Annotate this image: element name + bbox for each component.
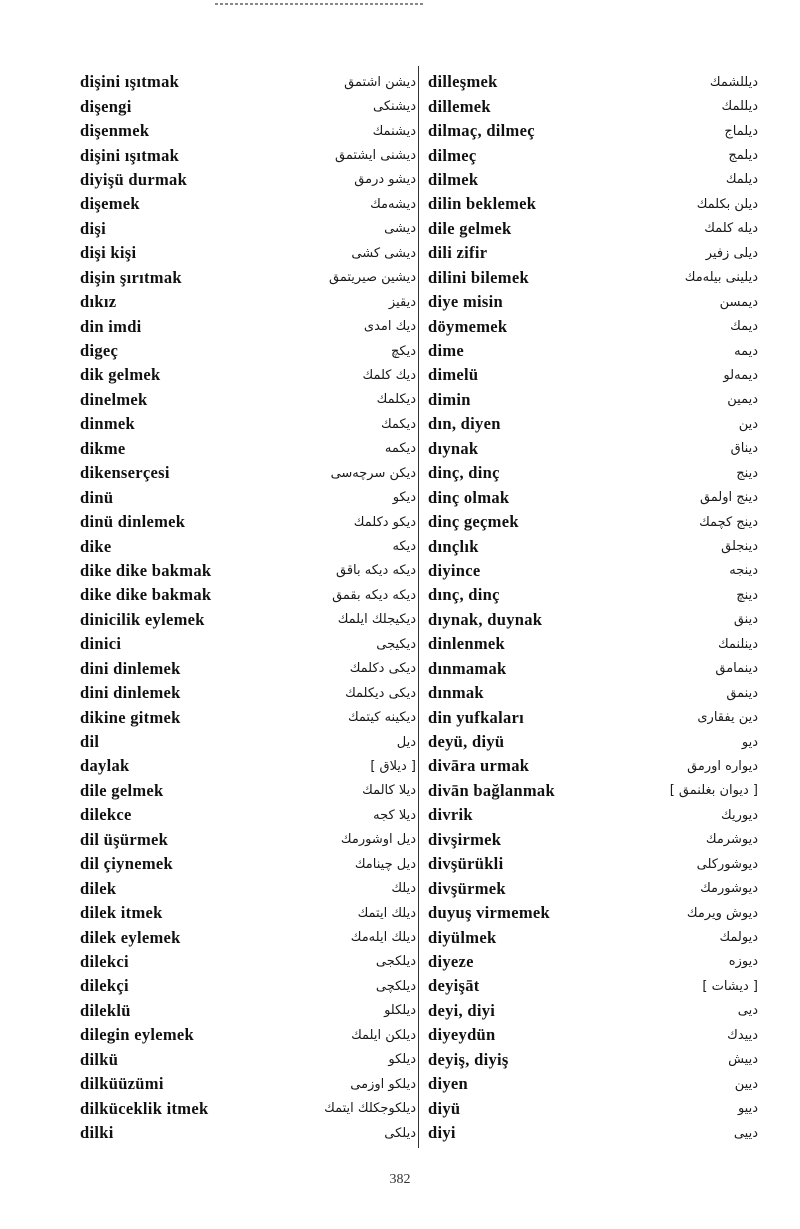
entry-latin: dilini bilemek <box>428 267 529 287</box>
entry-arabic: دیکی دیکلمك <box>345 685 416 701</box>
dictionary-entry <box>428 681 758 705</box>
dictionary-entry <box>428 363 758 387</box>
dictionary-entry <box>80 1023 420 1047</box>
dictionary-entry <box>428 94 758 118</box>
entry-arabic: دیلمج <box>728 148 758 164</box>
dictionary-entry <box>80 657 420 681</box>
entry-arabic: دیشنکی <box>373 99 416 115</box>
entry-arabic: دیکمك <box>380 416 416 432</box>
entry-latin: dilmeç <box>428 145 477 165</box>
entry-arabic: دینمامق <box>715 661 758 677</box>
dictionary-entry <box>80 339 420 363</box>
dictionary-entry <box>428 70 758 94</box>
dictionary-entry <box>428 412 758 436</box>
entry-latin: dikenserçesi <box>80 463 170 483</box>
entry-latin: diyülmek <box>428 927 497 947</box>
entry-arabic: دیقیز <box>388 294 416 310</box>
entry-latin: diyeydün <box>428 1025 496 1045</box>
dictionary-entry <box>80 485 420 509</box>
entry-latin: dın, diyen <box>428 414 501 434</box>
entry-latin: dilegin eylemek <box>80 1025 195 1045</box>
entry-arabic: دیشی کشی <box>351 245 416 261</box>
dictionary-entry <box>80 803 420 827</box>
entry-arabic: دین یفقاری <box>697 710 758 726</box>
entry-latin: dini dinlemek <box>80 658 181 678</box>
entry-latin: deyü, diyü <box>428 732 505 752</box>
dictionary-entry <box>428 1023 758 1047</box>
entry-latin: divān bağlanmak <box>428 780 555 800</box>
dictionary-entry <box>428 314 758 338</box>
entry-latin: dıynak <box>428 438 479 458</box>
dictionary-entry <box>80 143 420 167</box>
right-column <box>428 70 758 1145</box>
entry-arabic: دیلکن ایلمك <box>351 1027 416 1043</box>
entry-arabic: دیك امدی <box>363 319 416 335</box>
entry-arabic: دیللشمك <box>709 74 758 90</box>
entry-arabic: دیشنمك <box>372 123 416 139</box>
entry-arabic: دیکی دکلمك <box>349 661 416 677</box>
entry-latin: dıynak, duynak <box>428 609 543 629</box>
entry-arabic: دیلینی بیله‌مك <box>684 270 758 286</box>
entry-arabic: دییدك <box>727 1027 758 1043</box>
dictionary-entry <box>428 632 758 656</box>
entry-arabic: دیلا کجه <box>373 807 416 823</box>
entry-latin: dınmak <box>428 683 484 703</box>
entry-arabic: دینمق <box>726 685 758 701</box>
entry-arabic: دیله کلمك <box>704 221 758 237</box>
entry-latin: dilekce <box>80 805 132 825</box>
dictionary-entry <box>80 608 420 632</box>
entry-arabic: دیلا کالمك <box>362 783 416 799</box>
dictionary-entry <box>80 876 420 900</box>
entry-latin: diyişü durmak <box>80 169 188 189</box>
entry-arabic: دیلکلو <box>384 1003 416 1019</box>
entry-latin: dile gelmek <box>428 218 512 238</box>
entry-arabic: دیمه <box>734 343 758 359</box>
entry-latin: dişengi <box>80 96 132 116</box>
dictionary-entry <box>80 950 420 974</box>
entry-arabic: [ دیشات ] <box>702 978 758 994</box>
dictionary-entry <box>428 1048 758 1072</box>
entry-latin: dinici <box>80 634 122 654</box>
dictionary-entry <box>80 705 420 729</box>
dictionary-entry <box>80 217 420 241</box>
dictionary-entry <box>80 925 420 949</box>
entry-latin: dike dike bakmak <box>80 560 212 580</box>
entry-latin: digeç <box>80 341 119 361</box>
entry-latin: dilküüzümi <box>80 1074 164 1094</box>
dictionary-entry <box>80 559 420 583</box>
entry-arabic: دیشی <box>384 221 416 237</box>
left-column <box>80 70 420 1145</box>
dictionary-entry <box>80 119 420 143</box>
entry-latin: deyişāt <box>428 976 480 996</box>
entry-latin: dıkız <box>80 292 117 312</box>
entry-latin: dişenmek <box>80 121 150 141</box>
dictionary-entry <box>428 730 758 754</box>
entry-latin: dimelü <box>428 365 479 385</box>
entry-latin: dilküceklik itmek <box>80 1098 209 1118</box>
entry-latin: dike <box>80 536 112 556</box>
dictionary-entry <box>428 143 758 167</box>
entry-arabic: دینلنمك <box>717 636 758 652</box>
entry-arabic: دیشو درمق <box>354 172 416 188</box>
entry-arabic: دیوش ویرمك <box>686 905 758 921</box>
entry-latin: dilmaç, dilmeç <box>428 121 535 141</box>
page-number: 382 <box>389 1172 411 1187</box>
entry-latin: dini dinlemek <box>80 683 181 703</box>
entry-latin: dike dike bakmak <box>80 585 212 605</box>
dictionary-entry <box>428 950 758 974</box>
dictionary-entry <box>428 999 758 1023</box>
entry-arabic: دیلن بکلمك <box>696 196 758 212</box>
entry-arabic: دینجه <box>729 563 758 579</box>
dictionary-entry <box>428 266 758 290</box>
entry-arabic: دینجلق <box>721 539 758 555</box>
dictionary-entry <box>80 681 420 705</box>
dictionary-entry <box>428 241 758 265</box>
dictionary-entry <box>428 1072 758 1096</box>
dictionary-entry <box>428 217 758 241</box>
entry-arabic: دیلکجی <box>375 954 416 970</box>
dictionary-entry <box>428 485 758 509</box>
dictionary-entry <box>428 876 758 900</box>
entry-latin: din yufkaları <box>428 707 525 727</box>
dictionary-entry <box>80 1096 420 1120</box>
entry-latin: din imdi <box>80 316 142 336</box>
entry-arabic: دیلماج <box>724 123 758 139</box>
dictionary-entry <box>80 754 420 778</box>
dictionary-entry <box>428 559 758 583</box>
entry-latin: dil üşürmek <box>80 829 169 849</box>
entry-arabic: دینچ <box>736 587 758 603</box>
dictionary-entry <box>80 583 420 607</box>
entry-arabic: دیواره اورمق <box>687 758 758 774</box>
entry-latin: dik gelmek <box>80 365 161 385</box>
dictionary-entry <box>80 192 420 216</box>
entry-arabic: دیوریك <box>721 807 758 823</box>
entry-arabic: دییش <box>728 1052 758 1068</box>
entry-latin: divrik <box>428 805 473 825</box>
entry-latin: dinelmek <box>80 389 148 409</box>
entry-latin: dişini ışıtmak <box>80 145 180 165</box>
dictionary-entry <box>80 437 420 461</box>
entry-latin: dili zifir <box>428 243 488 263</box>
entry-arabic: دیمین <box>727 392 758 408</box>
dictionary-entry <box>428 290 758 314</box>
entry-arabic: دیلکو اوزمی <box>350 1076 416 1092</box>
entry-arabic: دیوشورمك <box>700 881 758 897</box>
entry-arabic: دیکیجی <box>376 636 416 652</box>
entry-latin: divşirmek <box>428 829 502 849</box>
entry-latin: döymemek <box>428 316 508 336</box>
entry-latin: dinicilik eylemek <box>80 609 205 629</box>
dictionary-entry <box>80 1072 420 1096</box>
entry-latin: dillemek <box>428 96 491 116</box>
dictionary-entry <box>428 168 758 192</box>
entry-latin: dil çiynemek <box>80 854 173 874</box>
entry-arabic: دیك کلمك <box>362 367 416 383</box>
dictionary-entry <box>80 510 420 534</box>
entry-latin: deyi, diyi <box>428 1000 496 1020</box>
entry-latin: dime <box>428 341 465 361</box>
dictionary-entry <box>428 583 758 607</box>
dictionary-entry <box>80 241 420 265</box>
entry-arabic: دیشه‌مك <box>370 196 416 212</box>
entry-latin: dinmek <box>80 414 135 434</box>
entry-latin: dınçlık <box>428 536 479 556</box>
entry-arabic: دیکیجلك ایلمك <box>337 612 416 628</box>
dictionary-entry <box>428 828 758 852</box>
entry-latin: dilleşmek <box>428 72 498 92</box>
dictionary-entry <box>80 388 420 412</box>
dictionary-entry <box>428 461 758 485</box>
entry-arabic: دیلکی <box>384 1125 416 1141</box>
entry-latin: dinü <box>80 487 114 507</box>
entry-arabic: دیکلمك <box>376 392 416 408</box>
entry-arabic: دیشنی ایشتمق <box>334 148 416 164</box>
dictionary-entry <box>80 290 420 314</box>
entry-arabic: دیکمه <box>384 441 416 457</box>
entry-latin: dinç olmak <box>428 487 510 507</box>
entry-latin: dınç, dinç <box>428 585 500 605</box>
entry-arabic: دیکچ <box>391 343 416 359</box>
dictionary-entry <box>80 974 420 998</box>
entry-arabic: دیشن اشتمق <box>344 74 416 90</box>
entry-latin: dişin şırıtmak <box>80 267 182 287</box>
entry-latin: dikine gitmek <box>80 707 181 727</box>
dictionary-entry <box>80 999 420 1023</box>
entry-arabic: دییی <box>733 1125 758 1141</box>
dictionary-entry <box>80 828 420 852</box>
dictionary-entry <box>80 779 420 803</box>
dictionary-entry <box>80 266 420 290</box>
entry-arabic: دیلك <box>391 881 416 897</box>
entry-latin: diyince <box>428 560 481 580</box>
dictionary-entry <box>80 901 420 925</box>
entry-arabic: دینج <box>736 465 758 481</box>
dictionary-entry <box>428 779 758 803</box>
entry-arabic: دیو <box>741 734 758 750</box>
entry-latin: divşürmek <box>428 878 506 898</box>
entry-latin: deyiş, diyiş <box>428 1049 509 1069</box>
entry-latin: dilekci <box>80 951 129 971</box>
entry-arabic: دیلمك <box>725 172 758 188</box>
entry-latin: dişi kişi <box>80 243 137 263</box>
dictionary-entry <box>428 901 758 925</box>
entry-latin: diyü <box>428 1098 461 1118</box>
entry-arabic: دینق <box>733 612 758 628</box>
entry-latin: dinç, dinç <box>428 463 500 483</box>
dictionary-entry <box>428 388 758 412</box>
entry-arabic: دیوزه <box>728 954 758 970</box>
dictionary-entry <box>428 852 758 876</box>
entry-arabic: دیلکو <box>388 1052 416 1068</box>
dictionary-entry <box>428 534 758 558</box>
entry-latin: dilmek <box>428 169 479 189</box>
dictionary-entry <box>80 632 420 656</box>
entry-latin: dişini ışıtmak <box>80 72 180 92</box>
entry-arabic: دیشین صیریتمق <box>329 270 416 286</box>
entry-latin: dilek <box>80 878 117 898</box>
dictionary-entry <box>80 461 420 485</box>
entry-latin: dişi <box>80 218 106 238</box>
entry-latin: diyen <box>428 1074 469 1094</box>
entry-arabic: دیلکوجکلك ایتمك <box>324 1101 416 1117</box>
entry-latin: dilekçi <box>80 976 129 996</box>
entry-arabic: دییو <box>737 1101 758 1117</box>
entry-latin: dile gelmek <box>80 780 164 800</box>
entry-arabic: دیل <box>396 734 416 750</box>
dictionary-entry <box>428 437 758 461</box>
dictionary-entry <box>80 730 420 754</box>
entry-latin: divşürükli <box>428 854 504 874</box>
dictionary-entry <box>428 657 758 681</box>
entry-arabic: دین <box>738 416 758 432</box>
entry-latin: dilek eylemek <box>80 927 181 947</box>
dictionary-entry <box>80 363 420 387</box>
dictionary-entry <box>428 510 758 534</box>
dictionary-entry <box>428 119 758 143</box>
entry-latin: dimin <box>428 389 471 409</box>
dictionary-entry <box>428 339 758 363</box>
entry-arabic: دیناق <box>730 441 758 457</box>
dictionary-entry <box>428 705 758 729</box>
entry-arabic: دیوشورکلی <box>696 856 758 872</box>
entry-latin: dilki <box>80 1123 114 1143</box>
entry-arabic: دیمه‌لو <box>723 367 758 383</box>
entry-arabic: دیلی زفیر <box>705 245 758 261</box>
entry-arabic: دیکه <box>392 539 416 555</box>
dictionary-entry <box>80 94 420 118</box>
dictionary-entry <box>428 192 758 216</box>
entry-arabic: دینج اولمق <box>699 490 758 506</box>
dictionary-entry <box>80 70 420 94</box>
top-rule <box>215 3 425 5</box>
entry-latin: dil <box>80 732 100 752</box>
entry-arabic: دیلکچی <box>375 978 416 994</box>
dictionary-entry <box>80 534 420 558</box>
dictionary-entry <box>80 1048 420 1072</box>
entry-latin: divāra urmak <box>428 756 530 776</box>
entry-arabic: دیکه دیکه بقمق <box>332 587 416 603</box>
dictionary-entry <box>80 168 420 192</box>
dictionary-entry <box>428 803 758 827</box>
entry-arabic: [ دیلاق ] <box>370 758 416 774</box>
dictionary-entry <box>80 1121 420 1145</box>
entry-latin: daylak <box>80 756 130 776</box>
entry-arabic: دیل چینامك <box>354 856 416 872</box>
dictionary-entry <box>428 974 758 998</box>
entry-latin: dinlenmek <box>428 634 505 654</box>
entry-latin: diye misin <box>428 292 503 312</box>
entry-arabic: دیکو دکلمك <box>353 514 416 530</box>
entry-latin: dinü dinlemek <box>80 512 186 532</box>
entry-latin: dinç geçmek <box>428 512 519 532</box>
entry-latin: diyeze <box>428 951 474 971</box>
entry-arabic: دیمسن <box>719 294 758 310</box>
entry-arabic: دیکینه کیتمك <box>347 710 416 726</box>
entry-arabic: [ دیوان بغلنمق ] <box>669 783 758 799</box>
entry-latin: dileklü <box>80 1000 131 1020</box>
entry-arabic: دینج کچمك <box>699 514 758 530</box>
entry-arabic: دیولمك <box>719 930 758 946</box>
entry-latin: dilin beklemek <box>428 194 537 214</box>
dictionary-entry <box>428 608 758 632</box>
dictionary-entry <box>428 1121 758 1145</box>
entry-arabic: دیلك ایله‌مك <box>350 930 416 946</box>
entry-latin: dınmamak <box>428 658 507 678</box>
dictionary-entry <box>80 314 420 338</box>
entry-arabic: دیمك <box>730 319 758 335</box>
entry-arabic: دیلك ایتمك <box>357 905 416 921</box>
entry-latin: duyuş virmemek <box>428 903 550 923</box>
dictionary-entry <box>428 1096 758 1120</box>
entry-latin: dilek itmek <box>80 903 163 923</box>
entry-arabic: دیل اوشورمك <box>340 832 416 848</box>
entry-latin: dikme <box>80 438 126 458</box>
entry-arabic: دیکن سرچه‌سی <box>330 465 416 481</box>
entry-arabic: دیی <box>737 1003 758 1019</box>
entry-arabic: دیکه دیکه باقق <box>335 563 416 579</box>
entry-arabic: دیللمك <box>721 99 758 115</box>
entry-arabic: دیکو <box>392 490 416 506</box>
entry-latin: dişemek <box>80 194 140 214</box>
entry-arabic: دیین <box>734 1076 758 1092</box>
dictionary-entry <box>80 412 420 436</box>
entry-latin: dilkü <box>80 1049 119 1069</box>
entry-latin: diyi <box>428 1123 456 1143</box>
dictionary-entry <box>428 754 758 778</box>
entry-arabic: دیوشرمك <box>705 832 758 848</box>
dictionary-entry <box>80 852 420 876</box>
dictionary-entry <box>428 925 758 949</box>
